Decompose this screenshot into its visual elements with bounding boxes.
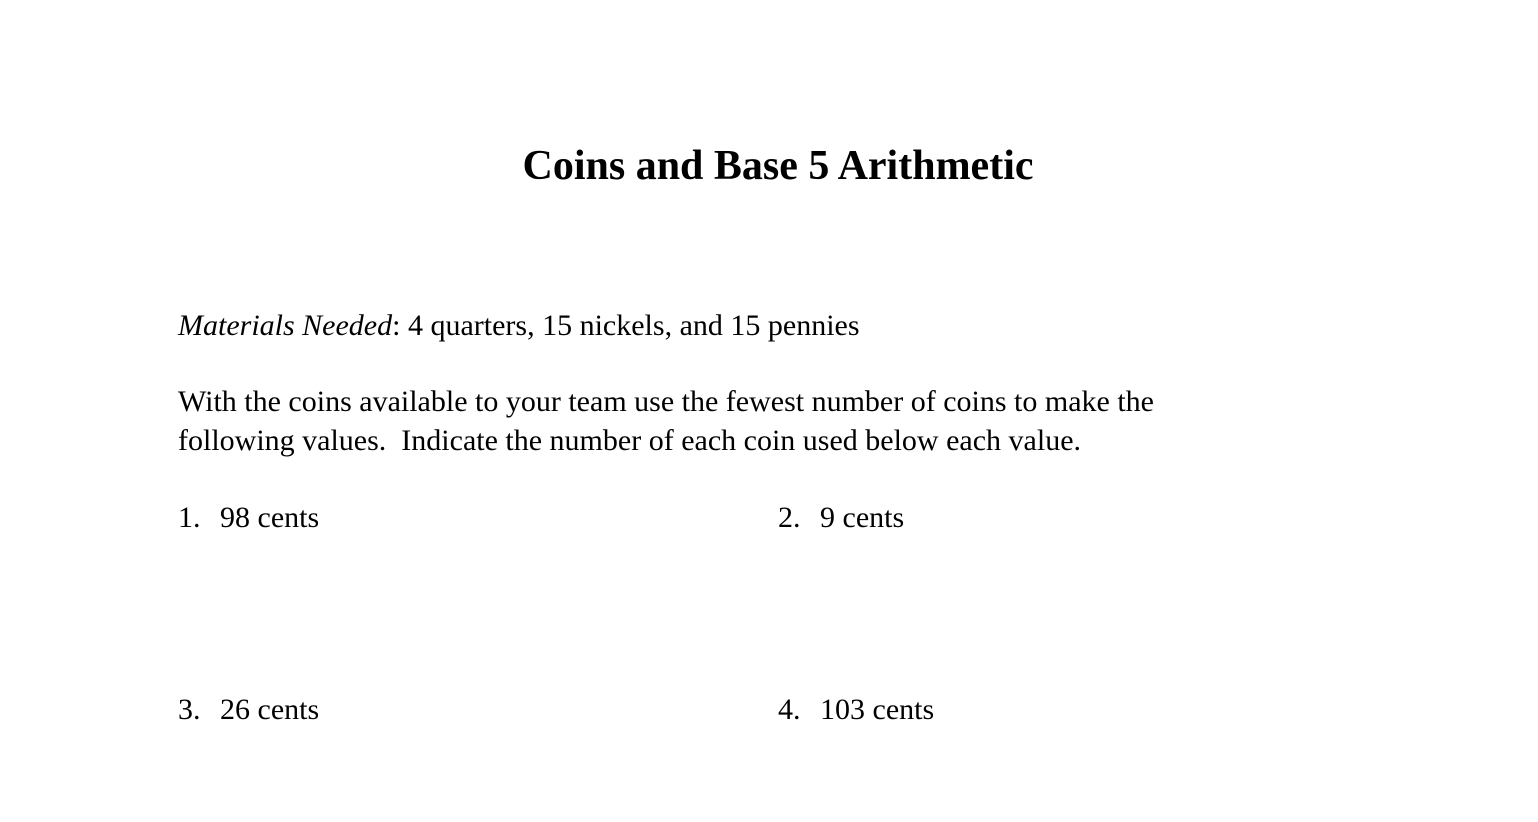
problem-number: 4. <box>778 693 801 726</box>
materials-label: Materials Needed <box>178 309 393 342</box>
problem-number: 3. <box>178 693 201 726</box>
problem-number: 1. <box>178 501 201 534</box>
problem-value: 103 cents <box>820 693 935 726</box>
materials-separator: : <box>392 309 401 342</box>
problem-value: 9 cents <box>820 501 905 534</box>
instructions-line-2: following values. Indicate the number of each coin used below each value. <box>178 424 1082 457</box>
problem-1 <box>178 498 319 537</box>
problem-value: 98 cents <box>220 501 320 534</box>
page-title: Coins and Base 5 Arithmetic <box>522 143 1034 189</box>
materials-text: 4 quarters, 15 nickels, and 15 pennies <box>400 309 860 342</box>
instructions-paragraph <box>178 382 1288 460</box>
problem-4 <box>778 690 934 729</box>
problem-2 <box>778 498 904 537</box>
materials-line <box>178 306 860 345</box>
problem-value: 26 cents <box>220 693 320 726</box>
problem-3 <box>178 690 319 729</box>
instructions-line-1: With the coins available to your team use the fewest number of coins to make the <box>178 385 1154 418</box>
problem-number: 2. <box>778 501 801 534</box>
